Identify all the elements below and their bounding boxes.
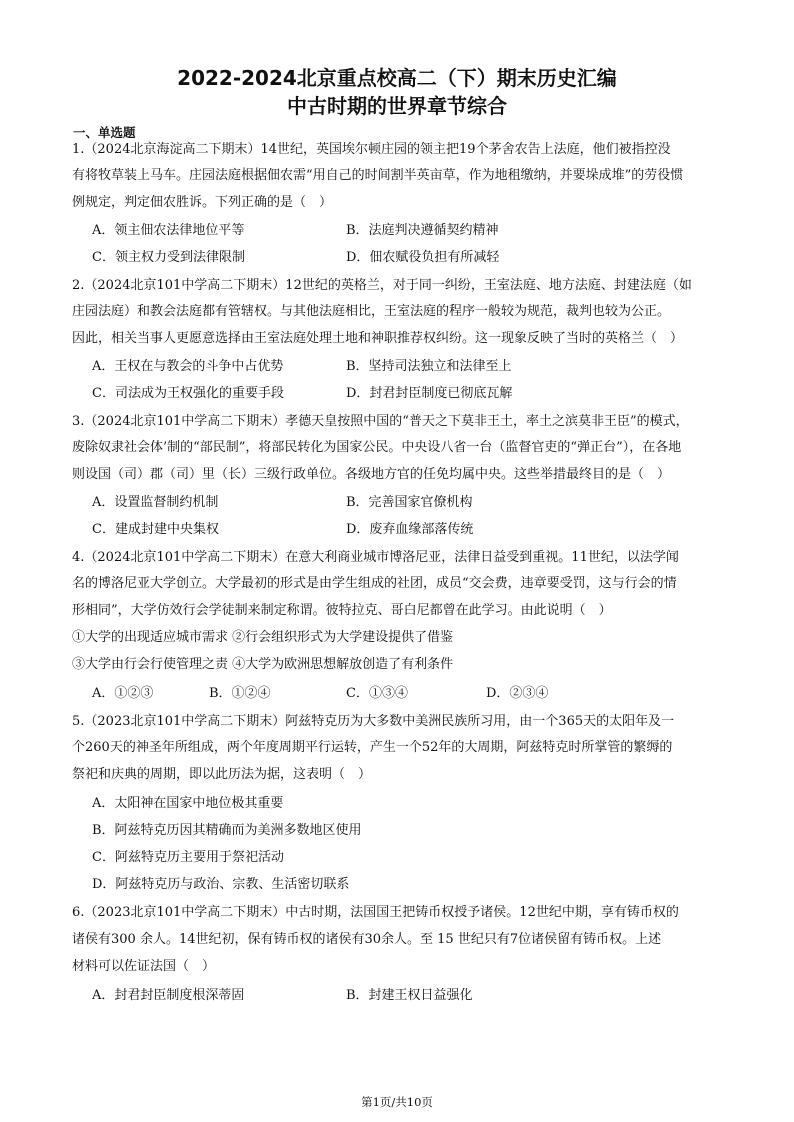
option-c: C．司法成为王权强化的重要手段 [92, 386, 284, 401]
question-text-line: 废除奴隶社会体’制的“部民制”，将部民转化为国家公民。中央设八省一台（监督官吏的“弹正台”），在各地 [72, 440, 682, 455]
question-text-line: 个260天的神圣年所组成，两个年度周期平行运转，产生一个52年的大周期，阿兹特克时所掌管的繁缛的 [72, 740, 673, 755]
option-d: D．②③④ [486, 686, 549, 701]
question-text-line: 5.（2023北京101中学高二下期末）阿兹特克历为大多数中美洲民族所习用，由一个365天的太阳年及一 [72, 714, 675, 729]
option-c: C．阿兹特克历主要用于祭祀活动 [92, 850, 284, 865]
option-d: D．废弃血缘部落传统 [346, 522, 474, 537]
option-b: B．法庭判决遵循契约精神 [346, 223, 499, 238]
option-a: A．太阳神在国家中地位极其重要 [92, 796, 284, 811]
question-text-line: 例规定，判定佃农胜诉。下列正确的是（ ） [72, 195, 333, 210]
option-d: D．封君封臣制度已彻底瓦解 [346, 386, 513, 401]
question-text-line: 形相同”，大学仿效行会学徒制来制定称谓。彼特拉克、哥白尼都曾在此学习。由此说明（ ） [72, 603, 612, 618]
question-text-line: 1.（2024北京海淀高二下期末）14世纪，英国埃尔顿庄园的领主把19个茅舍农告上法庭，他们被指控没 [72, 142, 671, 157]
document-subtitle: 中古时期的世界章节综合 [287, 94, 507, 118]
document-title: 2022-2024北京重点校高二（下）期末历史汇编 [177, 66, 617, 90]
question-text-line: 祭祀和庆典的周期，即以此历法为据，这表明（ ） [72, 767, 372, 782]
statement-line: ③大学由行会行使管理之责 ④大学为欧洲思想解放创造了有利条件 [72, 657, 454, 672]
option-b: B．坚持司法独立和法律至上 [346, 359, 512, 374]
question-text-line: 4.（2024北京101中学高二下期末）在意大利商业城市博洛尼亚，法律日益受到重视。11世纪，以法学闻 [72, 550, 679, 565]
page-number: 第1页/共10页 [361, 1095, 433, 1109]
option-b: B．封建王权日益强化 [346, 988, 473, 1003]
option-a: A．①②③ [92, 686, 154, 701]
section-heading: 一、单选题 [73, 125, 136, 140]
question-text-line: 6.（2023北京101中学高二下期末）中古时期，法国国王把铸币权授予诸侯。12世纪中期，享有铸币权的 [72, 905, 679, 920]
option-a: A．封君封臣制度根深蒂固 [92, 988, 245, 1003]
question-text-line: 材料可以佐证法国（ ） [72, 959, 216, 974]
question-text-line: 名的博洛尼亚大学创立。大学最初的形式是由学生组成的社团，成员“交会费，违章要受罚，这与行会的情 [72, 576, 677, 591]
question-text-line: 因此，相关当事人更愿意选择由王室法庭处理土地和神职推荐权纠纷。这一现象反映了当时的英格兰（ ） [72, 331, 684, 346]
question-text-line: 诸侯有300 余人。14世纪初，保有铸币权的诸侯有30余人。至 15 世纪只有7位诸侯留有铸币权。上述 [72, 932, 662, 947]
statement-line: ①大学的出现适应城市需求 ②行会组织形式为大学建设提供了借鉴 [72, 630, 454, 645]
question-text-line: 有将牧草装上马车。庄园法庭根据佃农需“用自己的时间割半英亩草，作为地租缴纳，并要垛成堆”的劳役惯 [72, 168, 684, 183]
option-d: D．佃农赋役负担有所减轻 [346, 250, 500, 265]
question-text-line: 庄园法庭）和教会法庭都有管辖权。与其他法庭相比，王室法庭的程序一般较为规范，裁判也较为公正。 [72, 304, 671, 319]
option-a: A．领主佃农法律地位平等 [92, 223, 245, 238]
option-c: C．①③④ [346, 686, 408, 701]
question-text-line: 3.（2024北京101中学高二下期末）孝德天皇按照中国的“普天之下莫非王土，率土之滨莫非王臣”的模式， [72, 414, 689, 429]
option-d: D．阿兹特克历与政治、宗教、生活密切联系 [92, 877, 350, 892]
option-b: B．①②④ [209, 686, 271, 701]
option-a: A．王权在与教会的斗争中占优势 [92, 359, 284, 374]
question-text-line: 2.（2024北京101中学高二下期末）12世纪的英格兰，对于同一纠纷，王室法庭、地方法庭、封建法庭（如 [72, 278, 692, 293]
option-b: B．完善国家官僚机构 [346, 495, 473, 510]
question-text-line: 则设国（司）郡（司）里（长）三级行政单位。各级地方官的任免均属中央。这些举措最终目的是（ ） [72, 467, 671, 482]
option-c: C．建成封建中央集权 [92, 522, 219, 537]
option-b: B．阿兹特克历因其精确而为美洲多数地区使用 [92, 823, 362, 838]
option-c: C．领主权力受到法律限制 [92, 250, 245, 265]
option-a: A．设置监督制约机制 [92, 495, 219, 510]
